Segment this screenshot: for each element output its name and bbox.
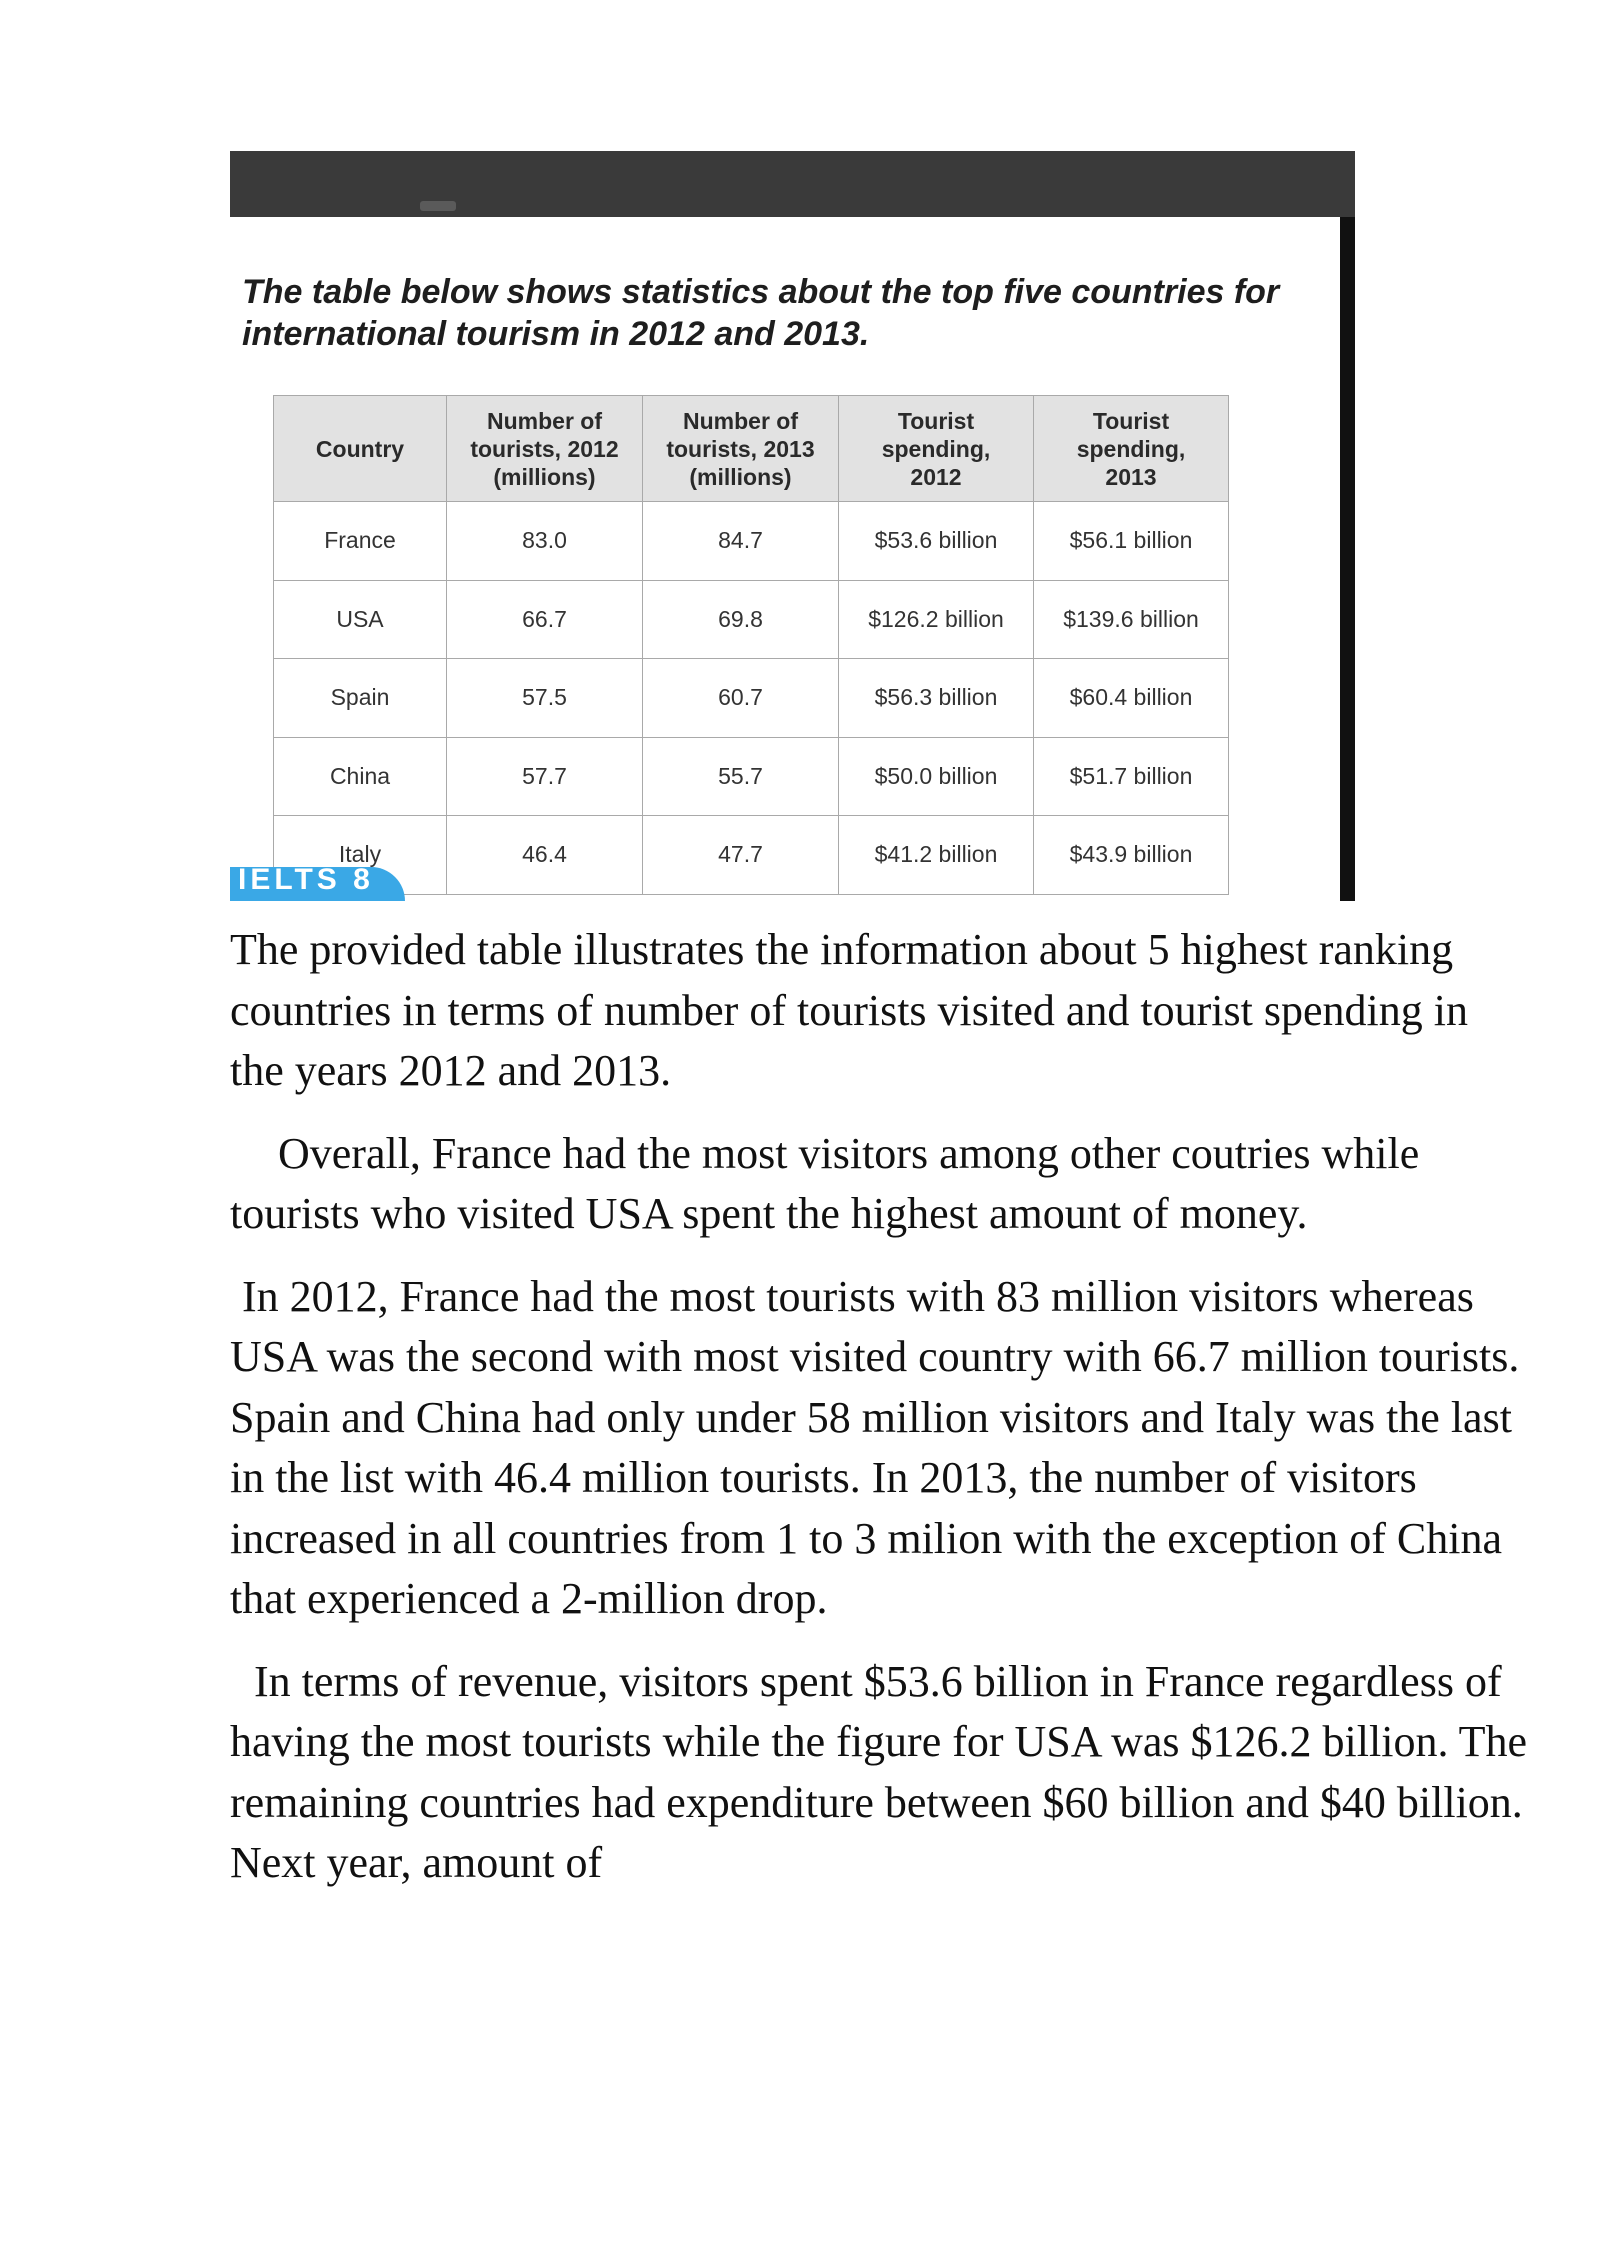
- table-cell: 47.7: [643, 816, 839, 895]
- essay-paragraph: Overall, France had the most visitors among other coutries while tourists who visited USA spent the highest amount of money.: [230, 1128, 1420, 1238]
- table-cell: $60.4 billion: [1034, 659, 1229, 738]
- table-cell: Italy: [274, 816, 447, 895]
- ielts-badge-text: IELTS 8: [238, 867, 374, 896]
- table-cell: 83.0: [447, 502, 643, 581]
- header-tourists-2013: Number of tourists, 2013 (millions): [643, 396, 839, 502]
- header-country: Country: [274, 396, 447, 502]
- table-cell: 57.5: [447, 659, 643, 738]
- table-cell: Spain: [274, 659, 447, 738]
- table-cell: $41.2 billion: [839, 816, 1034, 895]
- table-cell: $126.2 billion: [839, 580, 1034, 659]
- table-cell: 46.4: [447, 816, 643, 895]
- essay-paragraph: In 2012, France had the most tourists with 83 million visitors whereas USA was the second with most visited country with 66.7 million tourists. Spain and China had only under 58 million visitors and Italy was the last in the list with 46.4 million tourists. In 2013, the number of visitors increased in all countries from 1 to 3 milion with the exception of China that experienced a 2-million drop.: [230, 1271, 1520, 1623]
- table-cell: $139.6 billion: [1034, 580, 1229, 659]
- photo-top-bar: [230, 151, 1355, 217]
- essay-paragraph: In terms of revenue, visitors spent $53.6 billion in France regardless of having the most tourists while the figure for USA was $126.2 billion. The remaining countries had expenditure between $60 billion and $40 billion. Next year, amount of: [230, 1656, 1528, 1887]
- table-cell: $50.0 billion: [839, 737, 1034, 816]
- table-row: [274, 816, 1229, 895]
- header-tourists-2012: Number of tourists, 2012 (millions): [447, 396, 643, 502]
- header-spending-2012: Tourist spending, 2012: [839, 396, 1034, 502]
- photo-top-bar-mark: [420, 201, 456, 211]
- table-row: [274, 502, 1229, 581]
- table-cell: $51.7 billion: [1034, 737, 1229, 816]
- table-cell: France: [274, 502, 447, 581]
- table-cell: 60.7: [643, 659, 839, 738]
- table-cell: $43.9 billion: [1034, 816, 1229, 895]
- table-cell: USA: [274, 580, 447, 659]
- table-cell: 84.7: [643, 502, 839, 581]
- table-cell: 66.7: [447, 580, 643, 659]
- photo-right-edge: [1340, 217, 1355, 901]
- header-spending-2013: Tourist spending, 2013: [1034, 396, 1229, 502]
- tourism-statistics-table: [273, 395, 1229, 895]
- essay-body: [230, 920, 1530, 1916]
- table-cell: $56.1 billion: [1034, 502, 1229, 581]
- table-cell: China: [274, 737, 447, 816]
- table-cell: $53.6 billion: [839, 502, 1034, 581]
- task-prompt: The table below shows statistics about the top five countries for international tourism in 2012 and 2013.: [242, 273, 1280, 353]
- table-row: [274, 737, 1229, 816]
- table-cell: 57.7: [447, 737, 643, 816]
- table-cell: 55.7: [643, 737, 839, 816]
- table-cell: $56.3 billion: [839, 659, 1034, 738]
- table-row: [274, 659, 1229, 738]
- table-photo: [230, 151, 1355, 901]
- table-row: [274, 580, 1229, 659]
- table-cell: 69.8: [643, 580, 839, 659]
- ielts-badge: [230, 867, 405, 901]
- table-header-row: [274, 396, 1229, 502]
- essay-paragraph: The provided table illustrates the information about 5 highest ranking countries in terms of number of tourists visited and tourist spending in the years 2012 and 2013.: [230, 925, 1468, 1095]
